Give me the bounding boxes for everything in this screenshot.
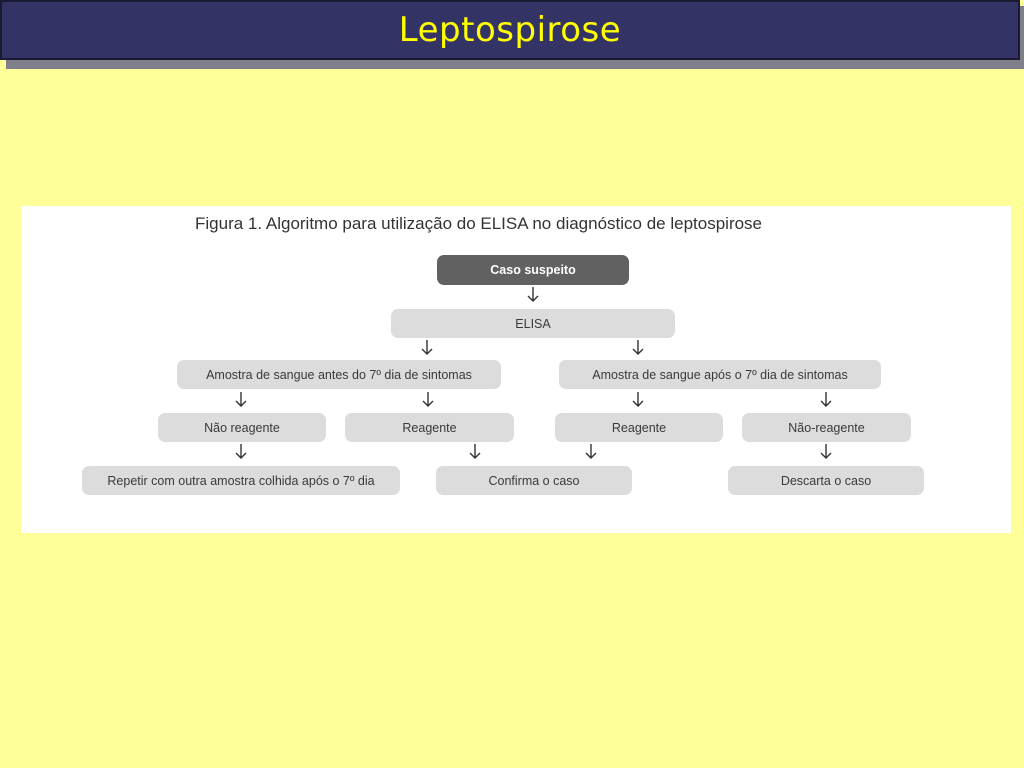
node-nao-reagente-left: Não reagente — [158, 413, 326, 442]
slide-title: Leptospirose — [398, 10, 622, 50]
node-reagente-left: Reagente — [345, 413, 514, 442]
node-repetir: Repetir com outra amostra colhida após o 7º dia — [82, 466, 400, 495]
arrow-reagente-right-to-confirma — [585, 444, 597, 460]
arrow-to-nao-reagente-right — [820, 392, 832, 408]
arrow-reagente-left-to-confirma — [469, 444, 481, 460]
node-reagente-right: Reagente — [555, 413, 723, 442]
node-nao-reagente-right: Não-reagente — [742, 413, 911, 442]
arrow-to-nao-reagente-left — [235, 392, 247, 408]
arrow-to-apos — [632, 340, 644, 356]
arrow-to-elisa — [527, 287, 539, 303]
arrow-to-repetir — [235, 444, 247, 460]
arrow-to-descarta — [820, 444, 832, 460]
arrow-to-reagente-right — [632, 392, 644, 408]
flowchart-figure — [21, 206, 1011, 533]
node-apos-7-dia: Amostra de sangue após o 7º dia de sintomas — [559, 360, 881, 389]
arrow-to-reagente-left — [422, 392, 434, 408]
node-descarta-o-caso: Descarta o caso — [728, 466, 924, 495]
arrow-to-antes — [421, 340, 433, 356]
figure-caption: Figura 1. Algoritmo para utilização do ELISA no diagnóstico de leptospirose — [195, 214, 763, 233]
node-elisa: ELISA — [391, 309, 675, 338]
node-confirma-o-caso: Confirma o caso — [436, 466, 632, 495]
node-antes-7-dia: Amostra de sangue antes do 7º dia de sintomas — [177, 360, 501, 389]
title-bar — [0, 0, 1020, 60]
node-caso-suspeito: Caso suspeito — [437, 255, 629, 285]
